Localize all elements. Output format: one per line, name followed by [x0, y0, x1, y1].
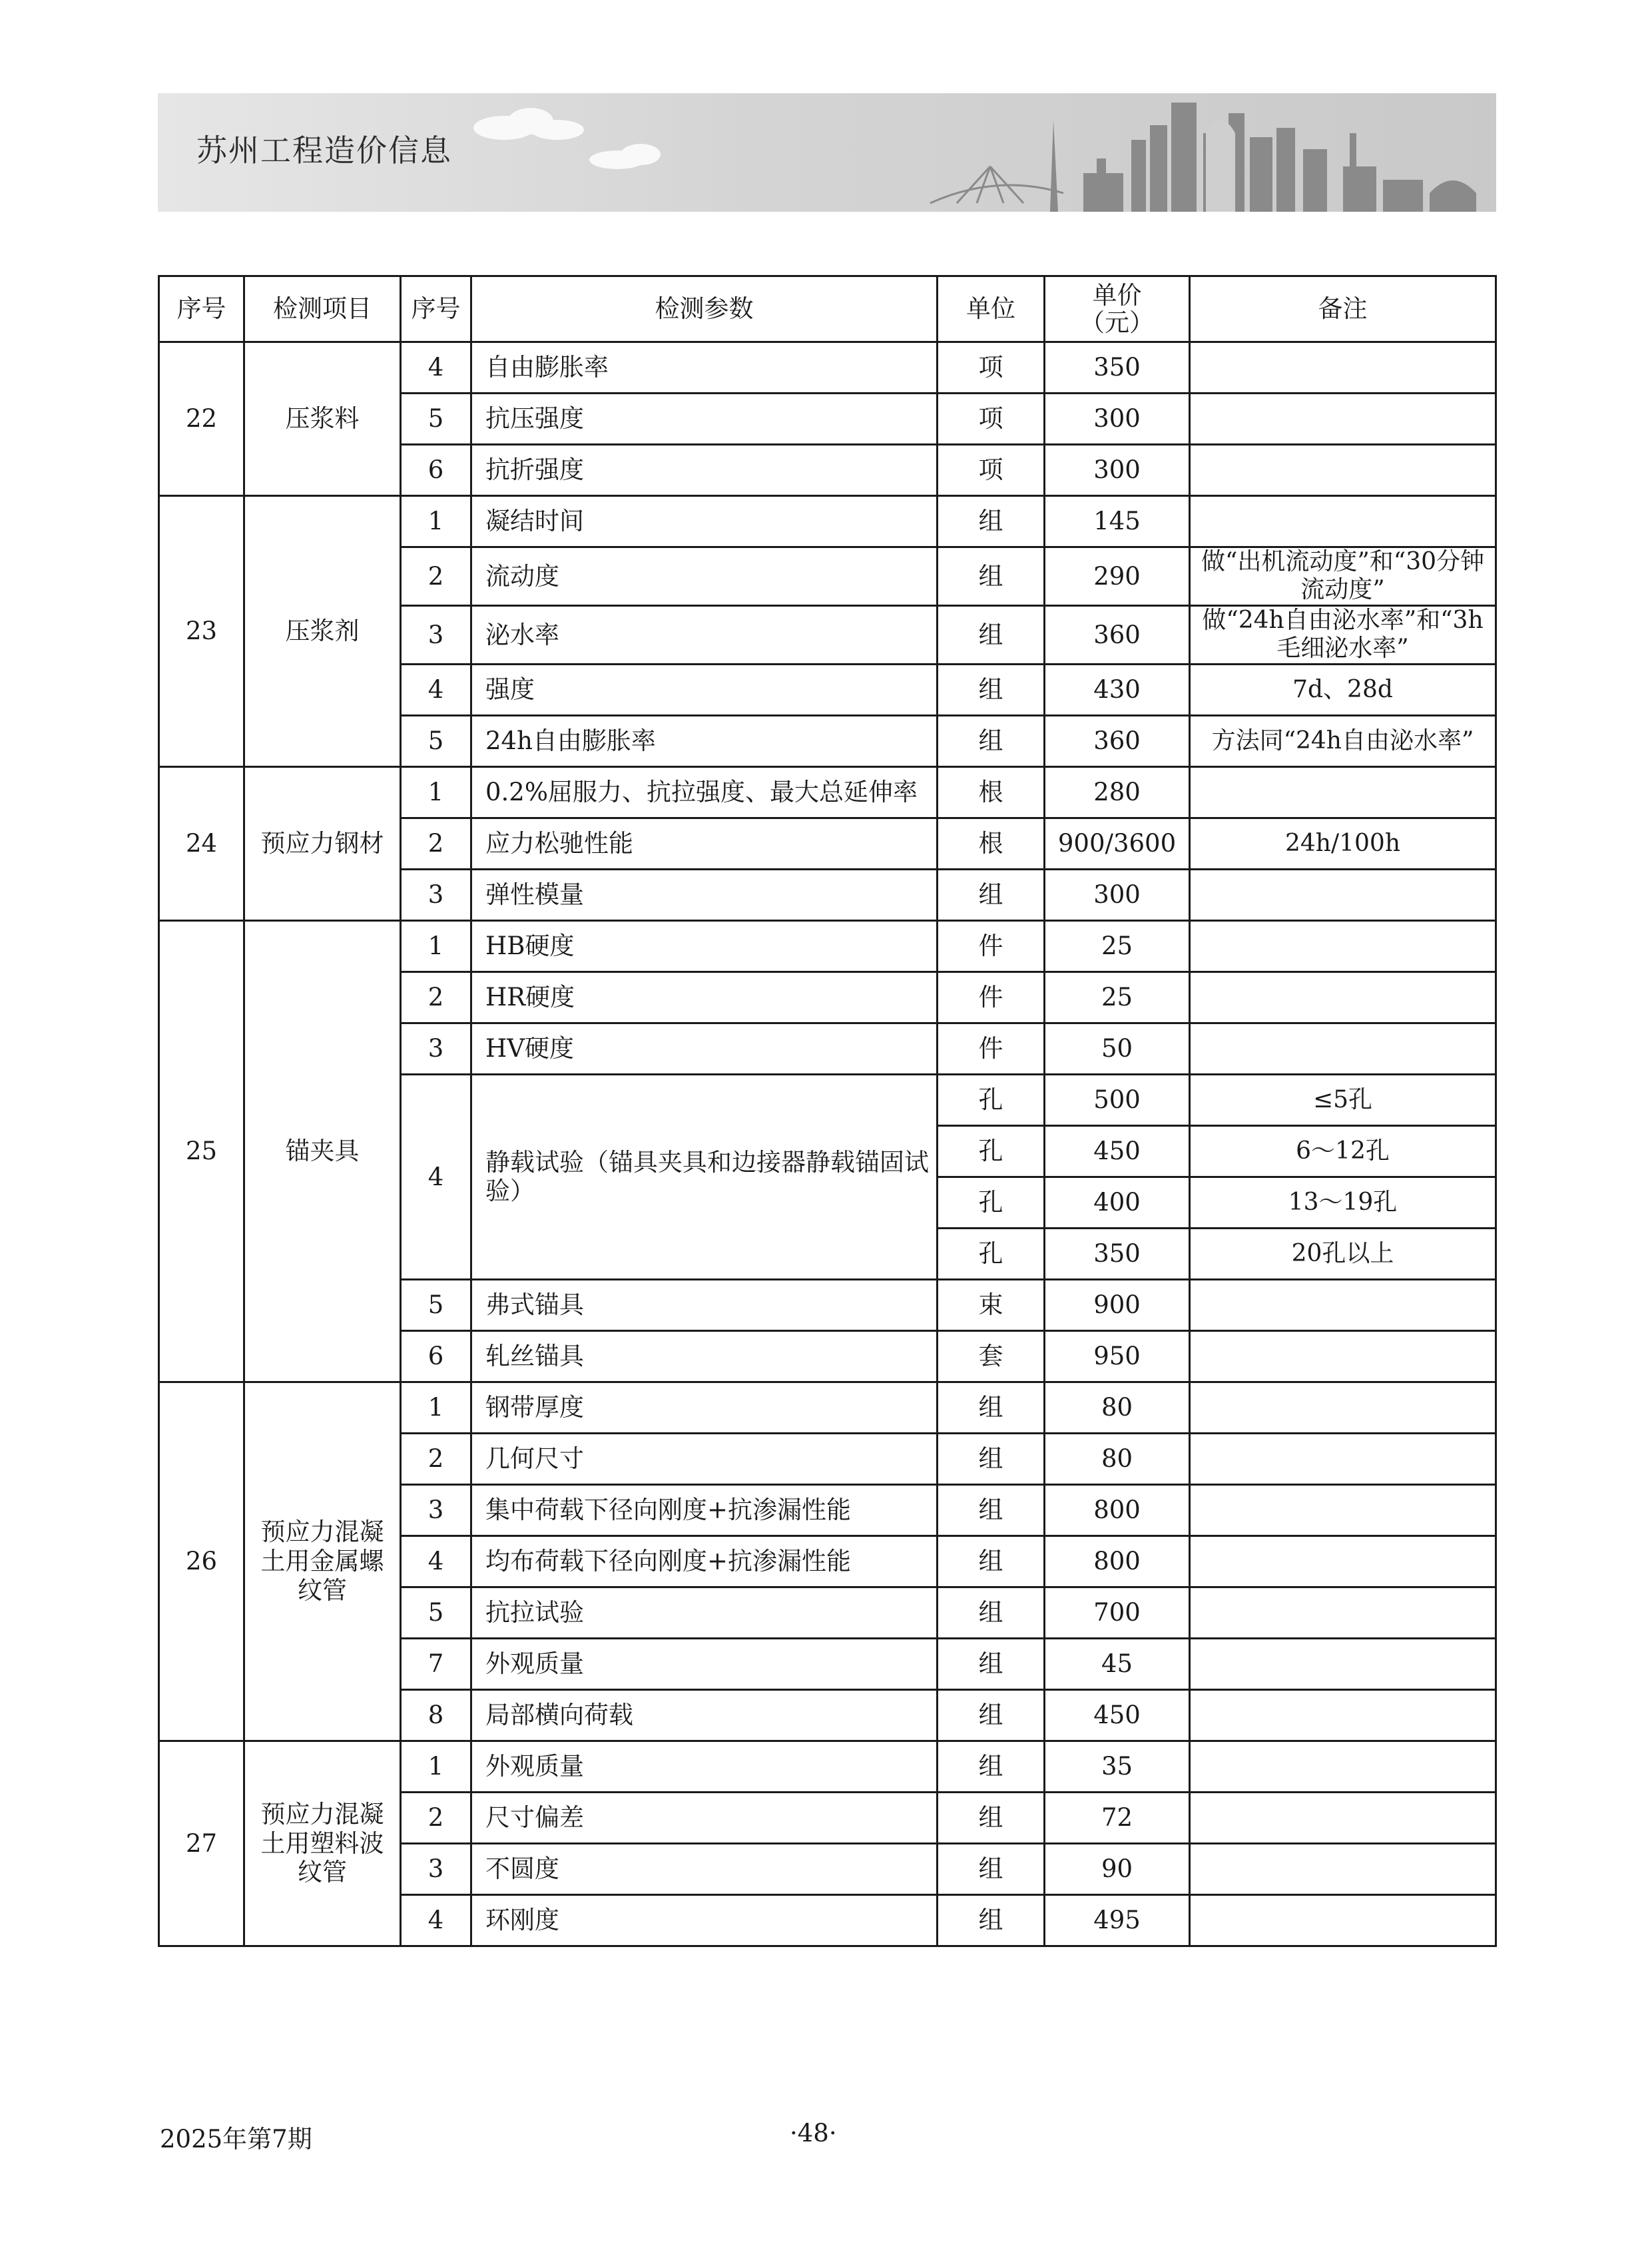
price-cell: 25 [1045, 920, 1190, 972]
unit-cell: 组 [938, 1741, 1045, 1792]
param-cell: 尺寸偏差 [471, 1792, 938, 1843]
sub-number-cell: 3 [401, 1023, 471, 1074]
param-cell: 轧丝锚具 [471, 1330, 938, 1382]
unit-cell: 组 [938, 1484, 1045, 1536]
remark-cell [1190, 869, 1496, 920]
unit-cell: 件 [938, 920, 1045, 972]
price-cell: 450 [1045, 1689, 1190, 1741]
unit-cell: 组 [938, 547, 1045, 606]
remark-cell [1190, 1894, 1496, 1946]
price-cell: 50 [1045, 1023, 1190, 1074]
sub-number-cell: 4 [401, 664, 471, 715]
remark-cell [1190, 342, 1496, 394]
remark-cell [1190, 920, 1496, 972]
sub-number-cell: 2 [401, 1792, 471, 1843]
remark-cell: 7d、28d [1190, 664, 1496, 715]
table-row [159, 342, 1496, 394]
unit-cell: 件 [938, 972, 1045, 1023]
sub-number-cell: 6 [401, 1330, 471, 1382]
param-cell: 应力松驰性能 [471, 818, 938, 869]
remark-cell [1190, 1382, 1496, 1433]
sub-number-cell: 4 [401, 342, 471, 394]
unit-cell: 组 [938, 1843, 1045, 1894]
remark-cell: 13～19孔 [1190, 1177, 1496, 1228]
table-body [159, 342, 1496, 1946]
sub-number-cell: 4 [401, 1074, 471, 1279]
remark-cell [1190, 1587, 1496, 1638]
unit-cell: 组 [938, 1638, 1045, 1689]
param-cell: 流动度 [471, 547, 938, 606]
sub-number-cell: 3 [401, 869, 471, 920]
unit-cell: 组 [938, 1382, 1045, 1433]
unit-cell: 根 [938, 766, 1045, 818]
table-row [159, 1382, 1496, 1433]
price-cell: 300 [1045, 394, 1190, 445]
unit-cell: 项 [938, 394, 1045, 445]
unit-cell: 件 [938, 1023, 1045, 1074]
sub-number-cell: 1 [401, 496, 471, 547]
param-cell: 环刚度 [471, 1894, 938, 1946]
price-cell: 800 [1045, 1484, 1190, 1536]
price-cell: 300 [1045, 445, 1190, 496]
param-cell: 外观质量 [471, 1741, 938, 1792]
column-header: 单位 [938, 276, 1045, 342]
table-row [159, 496, 1496, 547]
param-cell: 外观质量 [471, 1638, 938, 1689]
price-cell: 950 [1045, 1330, 1190, 1382]
remark-cell [1190, 1638, 1496, 1689]
price-cell: 400 [1045, 1177, 1190, 1228]
sub-number-cell: 4 [401, 1894, 471, 1946]
remark-cell [1190, 1484, 1496, 1536]
sub-number-cell: 5 [401, 394, 471, 445]
remark-cell [1190, 394, 1496, 445]
price-cell: 72 [1045, 1792, 1190, 1843]
group-number-cell: 22 [159, 342, 244, 496]
unit-cell: 束 [938, 1279, 1045, 1330]
price-cell: 80 [1045, 1382, 1190, 1433]
group-number-cell: 25 [159, 920, 244, 1382]
table-row [159, 1741, 1496, 1792]
group-number-cell: 27 [159, 1741, 244, 1946]
remark-cell [1190, 1792, 1496, 1843]
price-cell: 35 [1045, 1741, 1190, 1792]
price-cell: 700 [1045, 1587, 1190, 1638]
param-cell: 弹性模量 [471, 869, 938, 920]
price-cell: 900/3600 [1045, 818, 1190, 869]
price-cell: 430 [1045, 664, 1190, 715]
remark-cell [1190, 766, 1496, 818]
remark-cell [1190, 972, 1496, 1023]
param-cell: HB硬度 [471, 920, 938, 972]
remark-cell: 20孔以上 [1190, 1228, 1496, 1279]
price-cell: 25 [1045, 972, 1190, 1023]
sub-number-cell: 5 [401, 1279, 471, 1330]
remark-cell: 6～12孔 [1190, 1125, 1496, 1177]
group-item-cell: 压浆料 [244, 342, 401, 496]
sub-number-cell: 3 [401, 605, 471, 664]
sub-number-cell: 2 [401, 972, 471, 1023]
column-header: 序号 [401, 276, 471, 342]
price-cell: 80 [1045, 1433, 1190, 1484]
param-cell: 24h自由膨胀率 [471, 715, 938, 766]
price-cell: 45 [1045, 1638, 1190, 1689]
price-cell: 900 [1045, 1279, 1190, 1330]
column-header: 检测参数 [471, 276, 938, 342]
price-cell: 145 [1045, 496, 1190, 547]
param-cell: 泌水率 [471, 605, 938, 664]
unit-cell: 组 [938, 869, 1045, 920]
unit-cell: 根 [938, 818, 1045, 869]
param-cell: 集中荷载下径向刚度+抗渗漏性能 [471, 1484, 938, 1536]
param-cell: 0.2%屈服力、抗拉强度、最大总延伸率 [471, 766, 938, 818]
sub-number-cell: 3 [401, 1843, 471, 1894]
price-cell: 360 [1045, 605, 1190, 664]
price-cell: 360 [1045, 715, 1190, 766]
column-header: 检测项目 [244, 276, 401, 342]
sub-number-cell: 1 [401, 766, 471, 818]
group-number-cell: 24 [159, 766, 244, 920]
unit-cell: 组 [938, 1587, 1045, 1638]
price-cell: 350 [1045, 1228, 1190, 1279]
remark-cell [1190, 1689, 1496, 1741]
sub-number-cell: 1 [401, 1741, 471, 1792]
table-header-row [159, 276, 1496, 342]
unit-cell: 组 [938, 1536, 1045, 1587]
unit-cell: 孔 [938, 1125, 1045, 1177]
param-cell: 局部横向荷载 [471, 1689, 938, 1741]
remark-cell [1190, 1536, 1496, 1587]
column-header: 备注 [1190, 276, 1496, 342]
unit-cell: 组 [938, 496, 1045, 547]
unit-cell: 组 [938, 715, 1045, 766]
param-cell: 强度 [471, 664, 938, 715]
param-cell: 钢带厚度 [471, 1382, 938, 1433]
remark-cell [1190, 1843, 1496, 1894]
issue-label: 2025年第7期 [160, 2125, 312, 2153]
price-cell: 500 [1045, 1074, 1190, 1125]
unit-cell: 套 [938, 1330, 1045, 1382]
param-cell: 不圆度 [471, 1843, 938, 1894]
test-price-table [158, 275, 1497, 1947]
param-cell: 凝结时间 [471, 496, 938, 547]
sub-number-cell: 6 [401, 445, 471, 496]
unit-cell: 组 [938, 1792, 1045, 1843]
param-cell: HV硬度 [471, 1023, 938, 1074]
remark-cell [1190, 1023, 1496, 1074]
remark-cell: ≤5孔 [1190, 1074, 1496, 1125]
price-cell: 280 [1045, 766, 1190, 818]
sub-number-cell: 2 [401, 818, 471, 869]
remark-cell [1190, 1330, 1496, 1382]
sub-number-cell: 5 [401, 715, 471, 766]
remark-cell [1190, 1741, 1496, 1792]
price-cell: 800 [1045, 1536, 1190, 1587]
param-cell: 自由膨胀率 [471, 342, 938, 394]
remark-cell [1190, 496, 1496, 547]
price-cell: 290 [1045, 547, 1190, 606]
price-cell: 450 [1045, 1125, 1190, 1177]
sub-number-cell: 2 [401, 547, 471, 606]
page-number: ·48· [790, 2119, 837, 2147]
group-item-cell: 预应力混凝土用金属螺纹管 [244, 1382, 401, 1741]
group-number-cell: 26 [159, 1382, 244, 1741]
sub-number-cell: 5 [401, 1587, 471, 1638]
remark-cell [1190, 1433, 1496, 1484]
param-cell: 抗压强度 [471, 394, 938, 445]
unit-cell: 项 [938, 445, 1045, 496]
price-cell: 495 [1045, 1894, 1190, 1946]
header-banner [158, 93, 1496, 212]
param-cell: 抗折强度 [471, 445, 938, 496]
sub-number-cell: 7 [401, 1638, 471, 1689]
remark-cell: 做“出机流动度”和“30分钟流动度” [1190, 547, 1496, 606]
group-number-cell: 23 [159, 496, 244, 767]
unit-cell: 组 [938, 605, 1045, 664]
unit-cell: 孔 [938, 1177, 1045, 1228]
param-cell: 几何尺寸 [471, 1433, 938, 1484]
column-header: 单价 （元） [1045, 276, 1190, 342]
param-cell: 抗拉试验 [471, 1587, 938, 1638]
unit-cell: 组 [938, 664, 1045, 715]
price-cell: 350 [1045, 342, 1190, 394]
group-item-cell: 压浆剂 [244, 496, 401, 767]
group-item-cell: 锚夹具 [244, 920, 401, 1382]
publication-title: 苏州工程造价信息 [196, 133, 452, 168]
sub-number-cell: 2 [401, 1433, 471, 1484]
skyline-illustration-icon [158, 93, 1496, 212]
sub-number-cell: 1 [401, 1382, 471, 1433]
param-cell: 均布荷载下径向刚度+抗渗漏性能 [471, 1536, 938, 1587]
unit-cell: 孔 [938, 1228, 1045, 1279]
param-cell: HR硬度 [471, 972, 938, 1023]
remark-cell [1190, 445, 1496, 496]
sub-number-cell: 4 [401, 1536, 471, 1587]
unit-cell: 组 [938, 1689, 1045, 1741]
sub-number-cell: 1 [401, 920, 471, 972]
table-row [159, 766, 1496, 818]
price-cell: 90 [1045, 1843, 1190, 1894]
param-cell: 静载试验（锚具夹具和边接器静载锚固试验） [471, 1074, 938, 1279]
column-header: 序号 [159, 276, 244, 342]
sub-number-cell: 3 [401, 1484, 471, 1536]
remark-cell: 做“24h自由泌水率”和“3h毛细泌水率” [1190, 605, 1496, 664]
unit-cell: 组 [938, 1894, 1045, 1946]
unit-cell: 项 [938, 342, 1045, 394]
table-row [159, 920, 1496, 972]
remark-cell [1190, 1279, 1496, 1330]
remark-cell: 24h/100h [1190, 818, 1496, 869]
sub-number-cell: 8 [401, 1689, 471, 1741]
price-cell: 300 [1045, 869, 1190, 920]
group-item-cell: 预应力钢材 [244, 766, 401, 920]
group-item-cell: 预应力混凝土用塑料波纹管 [244, 1741, 401, 1946]
unit-cell: 组 [938, 1433, 1045, 1484]
remark-cell: 方法同“24h自由泌水率” [1190, 715, 1496, 766]
param-cell: 弗式锚具 [471, 1279, 938, 1330]
unit-cell: 孔 [938, 1074, 1045, 1125]
